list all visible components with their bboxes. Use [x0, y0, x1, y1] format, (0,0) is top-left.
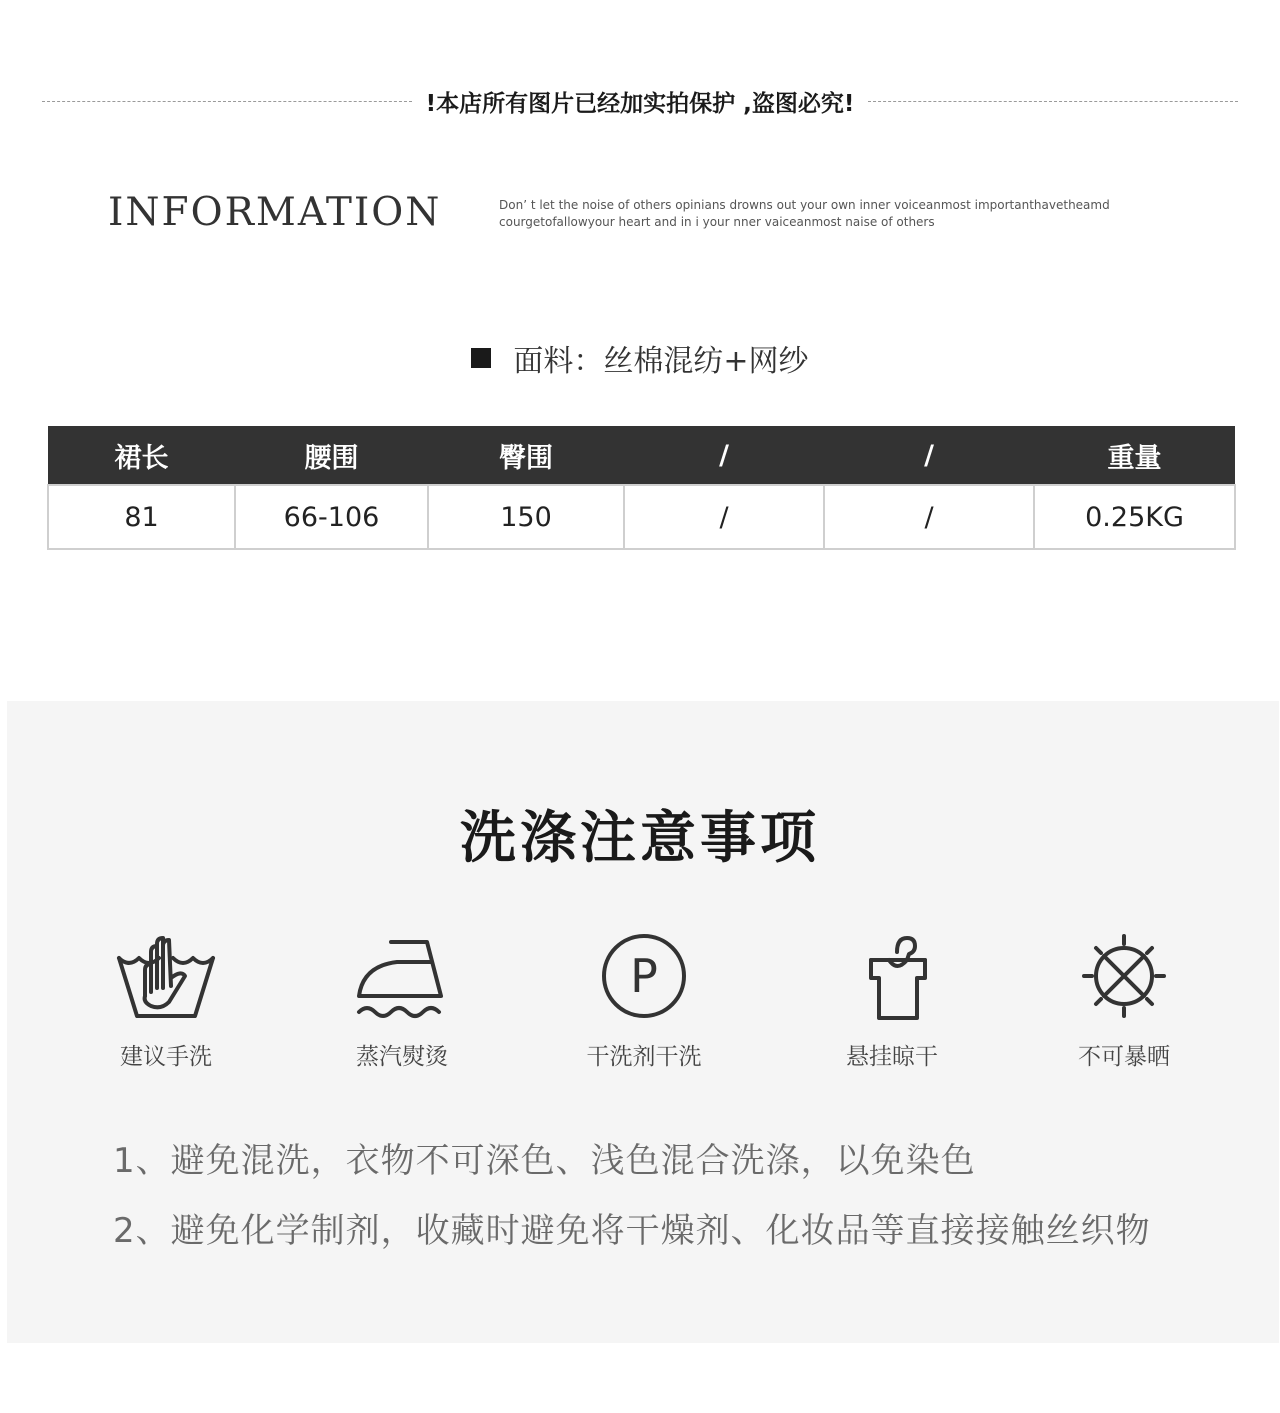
header-weight: 重量 [1034, 426, 1235, 485]
cell-skirt-length: 81 [48, 485, 235, 549]
hand-wash-icon [111, 930, 221, 1022]
information-quote [499, 197, 1199, 231]
information-heading: INFORMATION [108, 190, 442, 235]
header-hip: 臀围 [428, 426, 624, 485]
care-label-hang-dry: 悬挂晾干 [846, 1044, 938, 1070]
care-title: 洗涤注意事项 [460, 806, 820, 871]
cell-weight: 0.25KG [1034, 485, 1235, 549]
care-label-hand-wash: 建议手洗 [120, 1044, 212, 1070]
header-skirt-length: 裙长 [48, 426, 235, 485]
care-item-steam-iron [332, 930, 472, 1071]
cell-waist: 66-106 [235, 485, 428, 549]
care-label-no-sun: 不可暴晒 [1078, 1044, 1170, 1070]
cell-empty-1: / [624, 485, 824, 549]
svg-text:P: P [630, 949, 658, 1003]
care-label-steam-iron: 蒸汽熨烫 [356, 1044, 448, 1070]
care-item-dry-clean [574, 930, 714, 1071]
care-note-2: 2、避免化学制剂，收藏时避免将干燥剂、化妆品等直接接触丝织物 [113, 1211, 1151, 1251]
header-waist: 腰围 [235, 426, 428, 485]
table-row [48, 485, 1235, 549]
square-bullet-icon [471, 348, 491, 368]
divider-left [42, 101, 412, 102]
size-table-header [48, 426, 1235, 485]
fabric-info [0, 336, 1280, 380]
copyright-notice [42, 82, 1238, 120]
cell-empty-2: / [824, 485, 1034, 549]
copyright-notice-text: !本店所有图片已经加实拍保护 ,盗图必究! [425, 90, 855, 117]
care-item-hang-dry [822, 930, 962, 1071]
cell-hip: 150 [428, 485, 624, 549]
care-label-dry-clean: 干洗剂干洗 [586, 1044, 702, 1070]
dry-clean-p-icon [589, 930, 699, 1022]
care-item-no-sun [1054, 930, 1194, 1071]
quote-line-1: Don’ t let the noise of others opinians drowns out your own inner voiceanmost importanthavetheamd [499, 198, 1110, 212]
no-sun-icon [1069, 930, 1179, 1022]
care-note-1: 1、避免混洗，衣物不可深色、浅色混合洗涤，以免染色 [113, 1141, 976, 1181]
steam-iron-icon [347, 930, 457, 1022]
header-empty-2: / [824, 426, 1034, 485]
fabric-text: 面料：丝棉混纺+网纱 [513, 344, 809, 379]
size-table [47, 426, 1236, 550]
header-empty-1: / [624, 426, 824, 485]
divider-right [868, 101, 1238, 102]
hang-dry-icon [837, 930, 947, 1022]
care-item-hand-wash [96, 930, 236, 1071]
quote-line-2: courgetofallowyour heart and in i your nner vaiceanmost naise of others [499, 215, 935, 229]
